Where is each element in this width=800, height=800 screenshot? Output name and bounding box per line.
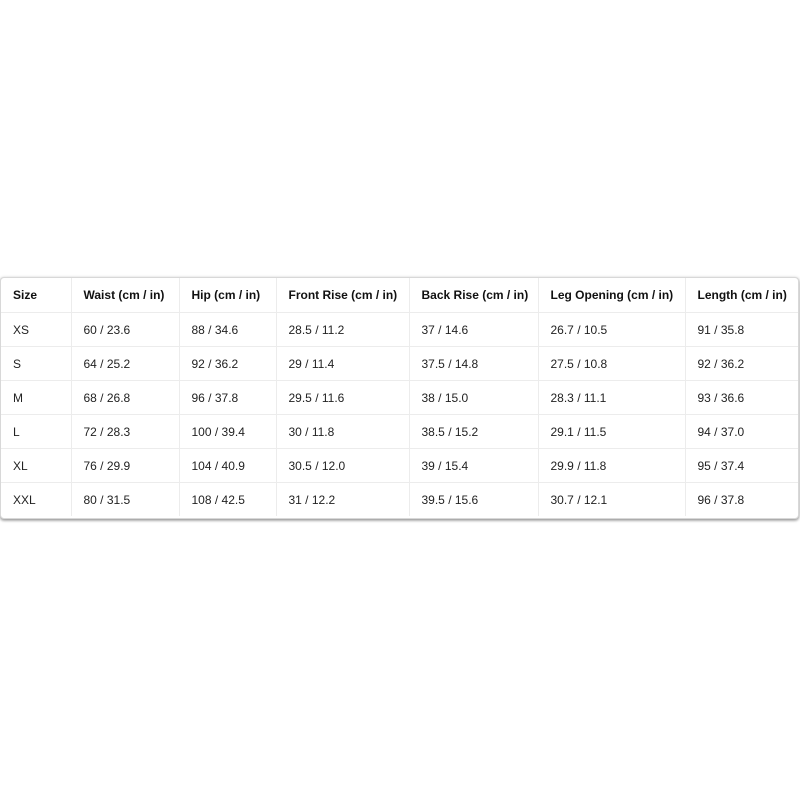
table-row xyxy=(1,347,799,381)
front-rise-cell: 29 / 11.4 xyxy=(276,347,409,381)
leg-opening-cell: 27.5 / 10.8 xyxy=(538,347,685,381)
waist-cell: 64 / 25.2 xyxy=(71,347,179,381)
size-chart-card xyxy=(0,277,799,519)
size-cell: XS xyxy=(1,313,71,347)
length-cell: 91 / 35.8 xyxy=(685,313,799,347)
hip-cell: 104 / 40.9 xyxy=(179,449,276,483)
header-row xyxy=(1,278,799,313)
header-length: Length (cm / in) xyxy=(685,278,799,313)
waist-cell: 60 / 23.6 xyxy=(71,313,179,347)
back-rise-cell: 39.5 / 15.6 xyxy=(409,483,538,517)
waist-cell: 68 / 26.8 xyxy=(71,381,179,415)
front-rise-cell: 31 / 12.2 xyxy=(276,483,409,517)
hip-cell: 92 / 36.2 xyxy=(179,347,276,381)
hip-cell: 96 / 37.8 xyxy=(179,381,276,415)
length-cell: 96 / 37.8 xyxy=(697,492,745,507)
size-cell: XXL xyxy=(1,483,71,517)
leg-opening-cell: 28.3 / 11.1 xyxy=(538,381,685,415)
size-cell: XL xyxy=(1,449,71,483)
waist-cell: 76 / 29.9 xyxy=(71,449,179,483)
hip-cell: 100 / 39.4 xyxy=(179,415,276,449)
header-waist: Waist (cm / in) xyxy=(71,278,179,313)
hip-cell: 88 / 34.6 xyxy=(179,313,276,347)
back-rise-cell: 37.5 / 14.8 xyxy=(409,347,538,381)
leg-opening-cell: 30.7 / 12.1 xyxy=(538,483,685,517)
size-cell: M xyxy=(1,381,71,415)
size-cell: L xyxy=(1,415,71,449)
table-row xyxy=(1,381,799,415)
waist-cell: 80 / 31.5 xyxy=(71,483,179,517)
back-rise-cell: 38 / 15.0 xyxy=(409,381,538,415)
table-row xyxy=(1,415,799,449)
leg-opening-cell: 29.9 / 11.8 xyxy=(538,449,685,483)
back-rise-cell: 39 / 15.4 xyxy=(409,449,538,483)
leg-opening-cell: 26.7 / 10.5 xyxy=(538,313,685,347)
header-leg-opening: Leg Opening (cm / in) xyxy=(538,278,685,313)
header-front-rise: Front Rise (cm / in) xyxy=(276,278,409,313)
length-cell: 94 / 37.0 xyxy=(685,415,799,449)
length-cell: 92 / 36.2 xyxy=(685,347,799,381)
front-rise-cell: 30 / 11.8 xyxy=(276,415,409,449)
header-back-rise: Back Rise (cm / in) xyxy=(409,278,538,313)
length-cell: 95 / 37.4 xyxy=(685,449,799,483)
table-row xyxy=(1,313,799,347)
back-rise-cell: 38.5 / 15.2 xyxy=(409,415,538,449)
front-rise-cell: 28.5 / 11.2 xyxy=(276,313,409,347)
table-row xyxy=(1,449,799,483)
waist-cell: 72 / 28.3 xyxy=(71,415,179,449)
header-hip: Hip (cm / in) xyxy=(179,278,276,313)
front-rise-cell: 29.5 / 11.6 xyxy=(276,381,409,415)
size-cell: S xyxy=(1,347,71,381)
hip-cell: 108 / 42.5 xyxy=(179,483,276,517)
size-chart-header xyxy=(1,278,799,313)
size-chart-table xyxy=(1,278,799,516)
size-chart-body xyxy=(1,313,799,517)
back-rise-cell: 37 / 14.6 xyxy=(409,313,538,347)
header-size: Size xyxy=(1,278,71,313)
table-row xyxy=(1,483,799,517)
length-cell: 93 / 36.6 xyxy=(685,381,799,415)
front-rise-cell: 30.5 / 12.0 xyxy=(276,449,409,483)
leg-opening-cell: 29.1 / 11.5 xyxy=(538,415,685,449)
